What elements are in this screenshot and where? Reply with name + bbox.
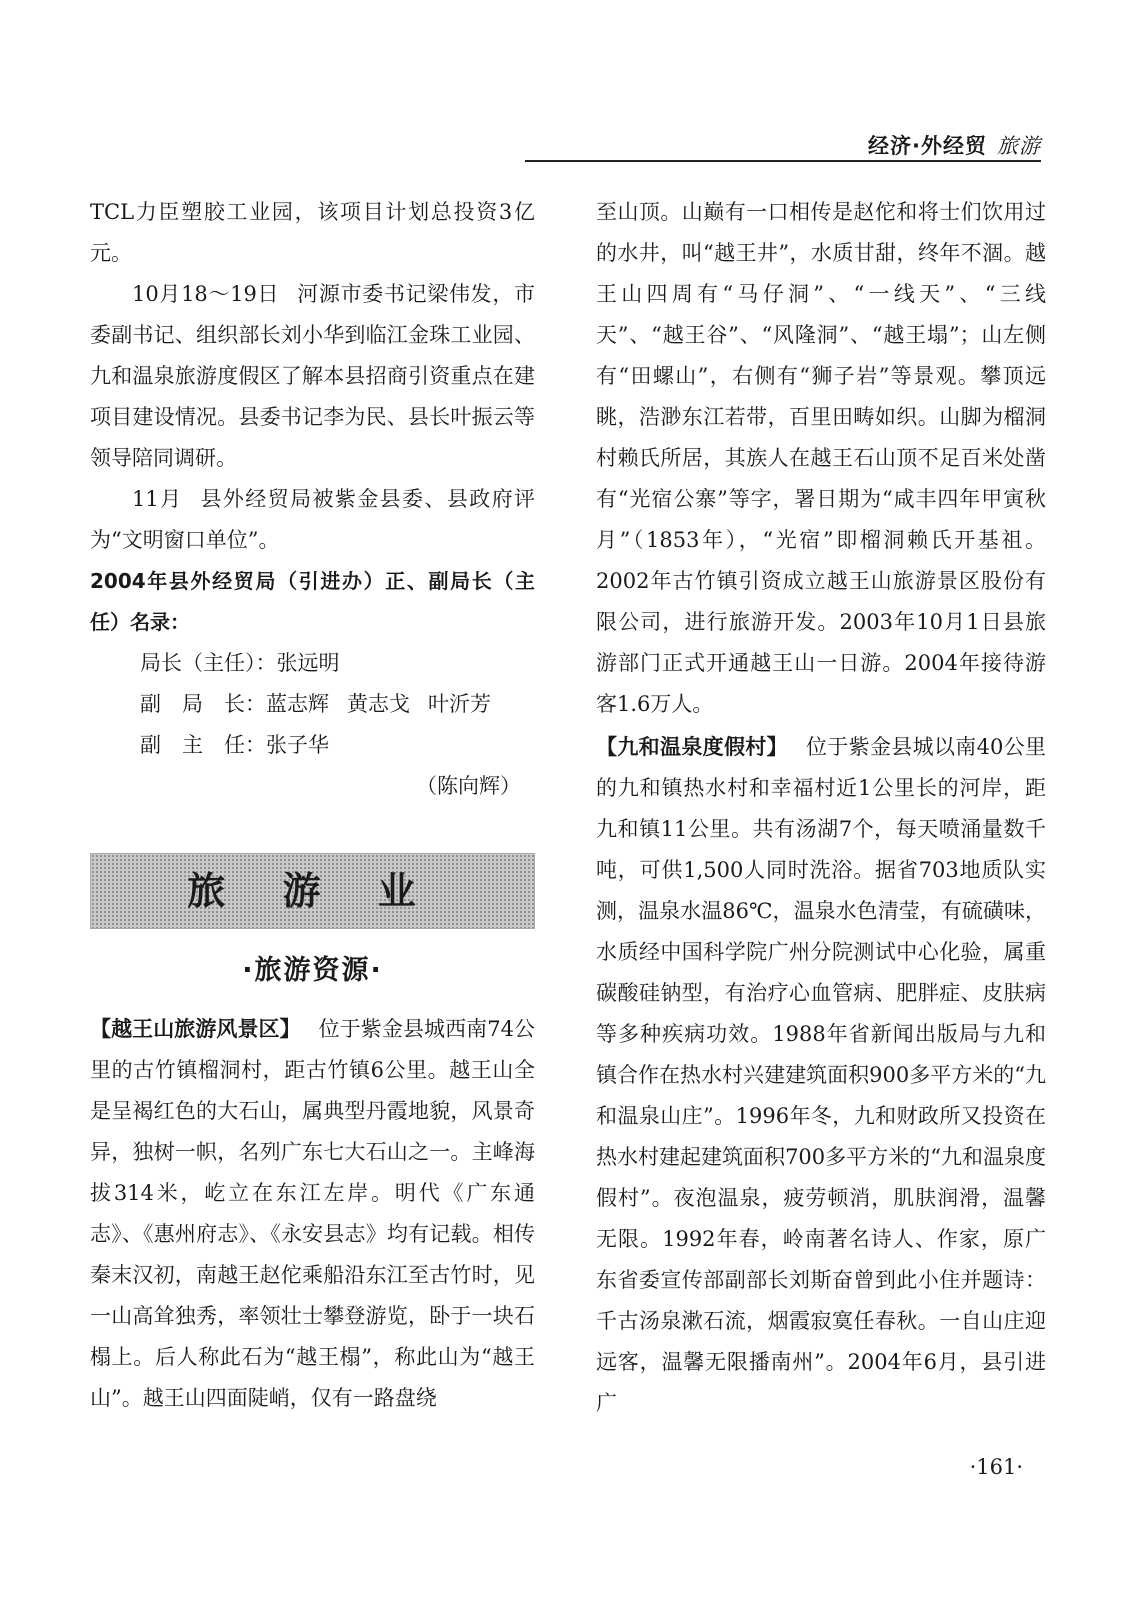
right-column: [596, 192, 1046, 1424]
section-title: 旅 游 业: [187, 869, 438, 913]
page-number: ·161·: [969, 1455, 1023, 1479]
entry-date: 10月18～19日: [132, 282, 280, 306]
paragraph-yuewang: [90, 1009, 535, 1419]
header-section: 旅游: [997, 134, 1041, 158]
paragraph-tcl: TCL力臣塑胶工业园，该项目计划总投资3亿元。: [90, 200, 535, 265]
roster-heading: 2004年县外经贸局（引进办）正、副局长（主任）名录：: [90, 569, 535, 634]
paragraph-oct: [90, 274, 535, 479]
entry-heading: 【九和温泉度假村】: [596, 735, 788, 759]
entry-text: 河源市委书记梁伟发，市委副书记、组织部长刘小华到临江金珠工业园、九和温泉旅游度假区了解本县招商引资重点在建项目建设情况。县委书记李为民、县长叶振云等领导陪同调研。: [90, 282, 536, 470]
roster-row: [140, 643, 535, 684]
header-category: 经济·外经贸: [868, 134, 987, 158]
roster-names: [266, 692, 509, 716]
roster-list: [90, 643, 535, 766]
author-credit: （陈向辉）: [416, 774, 521, 798]
entry-heading: 【越王山旅游风景区】: [90, 1017, 301, 1041]
paragraph-nov: [90, 479, 535, 561]
paragraph-jiuhe: [596, 727, 1046, 1424]
roster-name: 叶沂芳: [428, 692, 491, 716]
entry-date: 11月: [132, 487, 183, 511]
roster-title: 副 局 长：: [140, 692, 266, 716]
roster-name: 黄志戈: [347, 692, 410, 716]
left-column: [90, 192, 535, 1419]
roster-name: 张远明: [276, 651, 340, 675]
entry-text: 县外经贸局被紫金县委、县政府评为“文明窗口单位”。: [90, 487, 535, 552]
paragraph-yuewang-cont: 至山顶。山巅有一口相传是赵佗和将士们饮用过的水井，叫“越王井”，水质甘甜，终年不涸。越王山四周有“马仔洞”、“一线天”、“三线天”、“越王谷”、“风隆洞”、“越王塌”；山左侧有“田螺山”，右侧有“狮子岩”等景观。攀顶远眺，浩渺东江若带，百里田畴如织。山脚为榴洞村赖氏所居，其族人在越王石山顶不足百米处凿有“光宿公寨”等字，署日期为“咸丰四年甲寅秋月”（1853年），“光宿”即榴洞赖氏开基祖。2002年古竹镇引资成立越王山旅游景区股份有限公司，进行旅游开发。2003年10月1日县旅游部门正式开通越王山一日游。2004年接待游客1.6万人。: [596, 200, 1046, 716]
roster-row: [140, 725, 535, 766]
entry-text: 位于紫金县城以南40公里的九和镇热水村和幸福村近1公里长的河岸，距九和镇11公里。共有汤湖7个，每天喷涌量数千吨，可供1,500人同时洗浴。据省703地质队实测，温泉水温86℃，温泉水色清莹，有硫磺味，水质经中国科学院广州分院测试中心化验，属重碳酸硅钠型，有治疗心血管病、肥胖症、皮肤病等多种疾病功效。1988年省新闻出版局与九和镇合作在热水村兴建建筑面积900多平方米的“九和温泉山庄”。1996年冬，九和财政所又投资在热水村建起建筑面积700多平方米的“九和温泉度假村”。夜泡温泉，疲劳顿消，肌肤润滑，温馨无限。1992年春，岭南著名诗人、作家，原广东省委宣传部副部长刘斯奋曾到此小住并题诗：千古汤泉漱石流，烟霞寂寞任春秋。一自山庄迎远客，温馨无限播南州”。2004年6月，县引进广: [596, 735, 1046, 1415]
roster-title: 局长（主任）：: [140, 651, 277, 675]
roster-names: [277, 651, 358, 675]
roster-name: 张子华: [266, 733, 329, 757]
subsection-title: ·旅游资源·: [242, 955, 383, 986]
roster-title: 副 主 任：: [140, 733, 266, 757]
roster-name: 蓝志辉: [266, 692, 329, 716]
roster-row: [140, 684, 535, 725]
header-rule: [525, 160, 1041, 162]
roster-names: [266, 733, 347, 757]
section-banner: [90, 853, 535, 929]
entry-text: 位于紫金县城西南74公里的古竹镇榴洞村，距古竹镇6公里。越王山全是呈褐红色的大石山，属典型丹霞地貌，风景奇异，独树一帜，名列广东七大石山之一。主峰海拔314米，屹立在东江左岸。明代《广东通志》、《惠州府志》、《永安县志》均有记载。相传秦末汉初，南越王赵佗乘船沿东江至古竹时，见一山高耸独秀，率领壮士攀登游览，卧于一块石榻上。后人称此石为“越王榻”，称此山为“越王山”。越王山四面陡峭，仅有一路盘绕: [90, 1017, 535, 1410]
running-header: [868, 130, 1041, 160]
